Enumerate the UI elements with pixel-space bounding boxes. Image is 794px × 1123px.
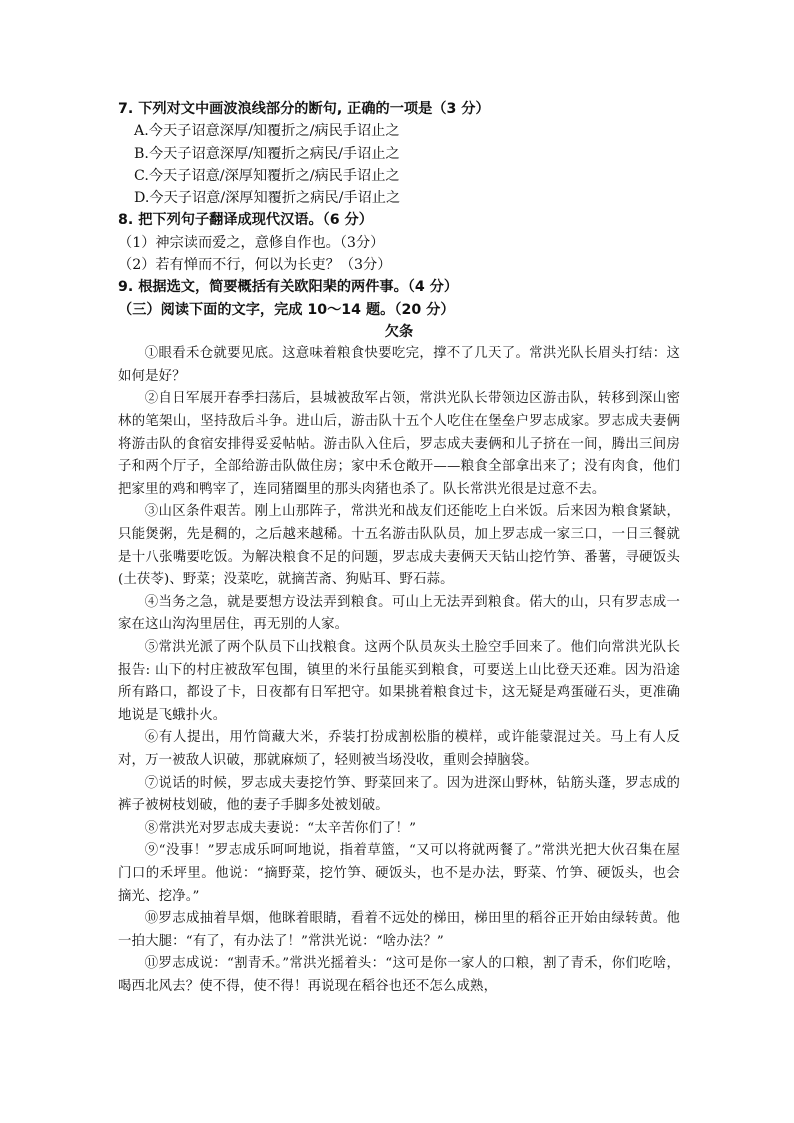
option-letter: C. xyxy=(134,167,149,184)
article-paragraph-7: ⑦说话的时候，罗志成夫妻挖竹笋、野菜回来了。因为进深山野林，钻筋头蓬，罗志成的裤子被树枝划破，他的妻子手脚多处被划破。 xyxy=(118,775,680,814)
question-7-option-b xyxy=(118,143,680,165)
article-paragraph-5: ⑤常洪光派了两个队员下山找粮食。这两个队员灰头土脸空手回来了。他们向常洪光队长报告: 山下的村庄被敌军包围，镇里的米行虽能买到粮食，可要送上山比登天还难。因为沿途所有路口，都设了卡，日夜都有日军把守。如果挑着粮食过卡，这无疑是鸡蛋碰石头，更准确地说是飞蛾扑火。 xyxy=(118,639,680,723)
option-text: 今天子诏意深厚/知覆折之/病民手诏止之 xyxy=(148,123,400,140)
article-paragraph-1: ①眼看禾仓就要见底。这意味着粮食快要吃完，撑不了几天了。常洪光队长眉头打结：这如何是好？ xyxy=(118,346,680,384)
question-8-item-2: （2）若有惮而不行，何以为长吏？（3分） xyxy=(118,257,392,274)
article-paragraph-2: ②自日军展开春季扫荡后，县城被敌军占领，常洪光队长带领边区游击队，转移到深山密林的笔架山，坚持敌后斗争。进山后，游击队十五个人吃住在堡垒户罗志成家。罗志成夫妻俩将游击队的食宿安排得妥妥帖帖。游击队入住后，罗志成夫妻俩和儿子挤在一间，腾出三间房子和两个厅子，全部给游击队做住房；家中禾仓敞开——粮食全部拿出来了；没有肉食，他们把家里的鸡和鸭宰了，连同猪圈里的那头肉猪也杀了。队长常洪光很是过意不去。 xyxy=(118,391,680,497)
question-7-stem: 7. 下列对文中画波浪线部分的断句, 正确的一项是（3 分） xyxy=(118,101,490,117)
question-7-option-d xyxy=(118,187,680,209)
article-paragraph-8: ⑧常洪光对罗志成夫妻说：“太辛苦你们了！” xyxy=(144,820,417,836)
question-8-item-1: （1）神宗读而爱之，意修自作也。（3分） xyxy=(118,234,385,251)
question-9-stem: 9. 根据选文，简要概括有关欧阳棐的两件事。（4 分） xyxy=(118,279,459,296)
article-paragraph-3: ③山区条件艰苦。刚上山那阵子，常洪光和战友们还能吃上白米饭。后来因为粮食紧缺，只能煲粥，先是稠的，之后越来越稀。十五名游击队队员，加上罗志成一家三口，一日三餐就是十八张嘴要吃饭。为解决粮食不足的问题，罗志成夫妻俩天天钻山挖竹笋、番薯，寻硬饭头(土茯苓)、野菜；没菜吃，就摘苦斋、狗贴耳、野石蒜。 xyxy=(118,504,680,588)
option-text: 今天子诏意/深厚知覆折之病民/手诏止之 xyxy=(149,190,401,207)
section-3-heading: （三）阅读下面的文字，完成 10～14 题。（20 分） xyxy=(118,301,455,318)
article-paragraph-10: ⑩罗志成抽着旱烟，他眯着眼睛，看着不远处的梯田，梯田里的稻谷正开始由绿转黄。他一拍大腿：“有了，有办法了！”常洪光说：“啥办法？” xyxy=(118,911,680,949)
article-title: 欠条 xyxy=(384,323,414,340)
option-letter: B. xyxy=(134,145,149,162)
option-text: 今天子诏意/深厚知覆折之/病民手诏止之 xyxy=(148,167,400,184)
option-text: 今天子诏意深厚/知覆折之病民/手诏止之 xyxy=(148,145,400,162)
question-7-option-c xyxy=(118,165,680,187)
article-paragraph-11: ⑪罗志成说：“割青禾。”常洪光摇着头：“这可是你一家人的口粮，割了青禾，你们吃啥，喝西北风去？使不得，使不得！再说现在稻谷也还不怎么成熟， xyxy=(118,956,680,994)
exam-page xyxy=(118,98,680,998)
question-7-option-a xyxy=(118,120,680,142)
article-paragraph-4: ④当务之急，就是要想方设法弄到粮食。可山上无法弄到粮食。偌大的山，只有罗志成一家在这山沟沟里居住，再无别的人家。 xyxy=(118,594,680,633)
option-letter: A. xyxy=(134,123,149,140)
article-paragraph-6: ⑥有人提出，用竹筒藏大米，乔装打扮成割松脂的模样，或许能蒙混过关。马上有人反对，万一被敌人识破，那就麻烦了，轻则被当场没收，重则会掉脑袋。 xyxy=(118,730,680,768)
article-paragraph-9: ⑨“没事！”罗志成乐呵呵地说，指着草篮，“又可以将就两餐了。”常洪光把大伙召集在屋门口的禾坪里。他说：“摘野菜，挖竹笋、硬饭头，也不是办法，野菜、竹笋、硬饭头，也会摘光、挖净。” xyxy=(118,843,680,904)
option-letter: D. xyxy=(134,190,150,207)
question-8-stem: 8. 把下列句子翻译成现代汉语。（6 分） xyxy=(118,212,373,229)
